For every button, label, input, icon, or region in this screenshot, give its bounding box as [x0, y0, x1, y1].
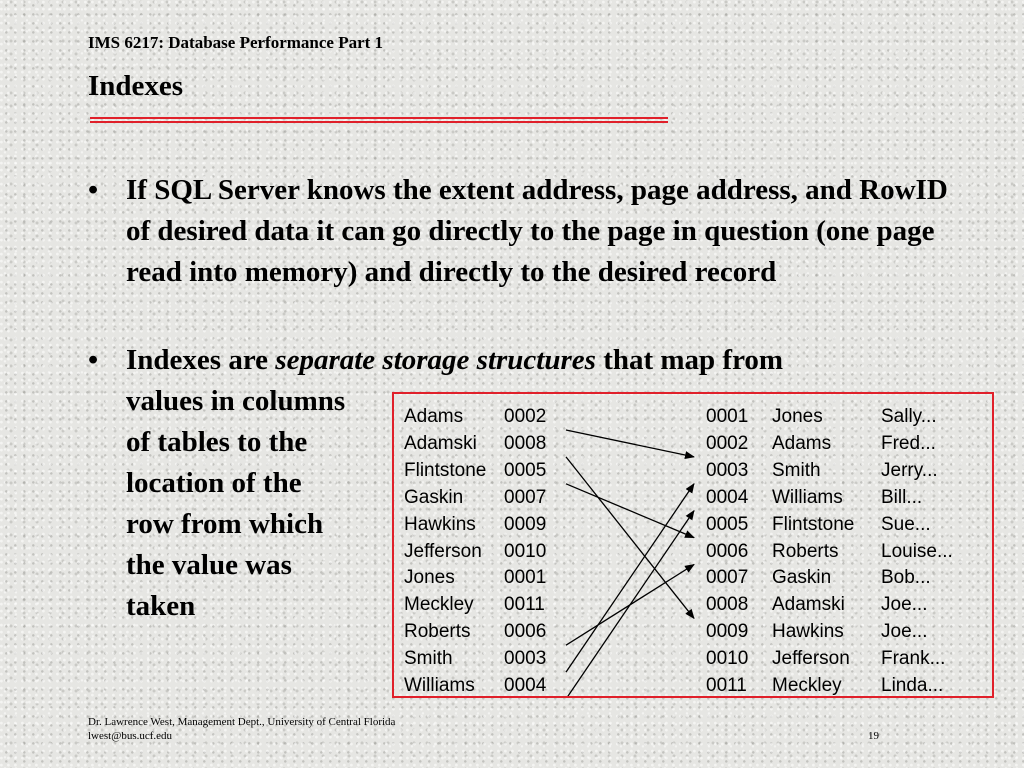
course-title: IMS 6217: Database Performance Part 1: [88, 33, 384, 52]
index-entry-rowid: 0009: [504, 513, 547, 535]
index-entry-name: Jones: [404, 567, 455, 589]
table-row-last-name: Adams: [772, 432, 832, 454]
index-entry-rowid: 0005: [504, 459, 547, 481]
table-row-rowid: 0011: [706, 675, 747, 696]
footer-author: Dr. Lawrence West, Management Dept., University of Central Florida: [88, 716, 396, 728]
table-row-last-name: Flintstone: [772, 513, 855, 535]
title-underline: [90, 117, 668, 123]
index-entry-rowid: 0007: [504, 486, 547, 508]
table-row-rowid: 0007: [706, 567, 749, 589]
index-entry-rowid: 0003: [504, 648, 547, 670]
table-row-rowid: 0010: [706, 648, 749, 670]
table-row-rowid: 0002: [706, 432, 749, 454]
bullet-2-line: the value was: [126, 549, 292, 581]
table-row-first-name: Bob...: [881, 567, 931, 589]
table-row-rowid: 0005: [706, 513, 749, 535]
index-entry-rowid: 0004: [504, 675, 547, 696]
bullet-2-line: row from which: [126, 508, 324, 540]
table-row-last-name: Hawkins: [772, 621, 844, 643]
index-entry-name: Williams: [404, 675, 475, 696]
pointer-arrow: [566, 484, 694, 672]
bullet-2-line: values in columns: [126, 385, 346, 417]
table-row-first-name: Louise...: [881, 540, 953, 562]
bullet-2-lead: Indexes are: [126, 344, 276, 376]
table-row-last-name: Roberts: [772, 540, 839, 562]
index-diagram: [392, 392, 994, 698]
bullet-2-line: of tables to the: [126, 426, 308, 458]
table-row-rowid: 0003: [706, 459, 749, 481]
index-entry-rowid: 0008: [504, 432, 547, 454]
table-row-rowid: 0006: [706, 540, 749, 562]
index-entry-name: Meckley: [404, 594, 474, 616]
index-entry-name: Adams: [404, 406, 464, 427]
index-entry-name: Smith: [404, 648, 453, 670]
pointer-arrow: [566, 484, 694, 538]
table-row-first-name: Sally...: [881, 406, 937, 427]
bullet-2-first-line: [126, 340, 783, 381]
table-row-last-name: Jefferson: [772, 648, 850, 670]
table-row-last-name: Meckley: [772, 675, 842, 696]
table-row-last-name: Williams: [772, 486, 843, 508]
table-row-last-name: Gaskin: [772, 567, 832, 589]
index-entry-rowid: 0006: [504, 621, 547, 643]
index-entry-rowid: 0002: [504, 406, 547, 427]
index-entry-name: Flintstone: [404, 459, 487, 481]
table-row-rowid: 0009: [706, 621, 749, 643]
table-row-last-name: Jones: [772, 406, 823, 427]
table-row-first-name: Linda...: [881, 675, 944, 696]
index-pointer-arrows: [394, 394, 992, 696]
table-row-first-name: Joe...: [881, 621, 928, 643]
table-row-last-name: Smith: [772, 459, 821, 481]
index-entry-name: Hawkins: [404, 513, 476, 535]
table-row-first-name: Frank...: [881, 648, 946, 670]
bullet-2-line: location of the: [126, 467, 302, 499]
table-row-rowid: 0004: [706, 486, 749, 508]
table-row-rowid: 0008: [706, 594, 749, 616]
table-row-last-name: Adamski: [772, 594, 845, 616]
table-row-first-name: Fred...: [881, 432, 936, 454]
bullet-1-text: If SQL Server knows the extent address, page address, and RowID of desired data it can go directly to the page in question (one page read into memory) and directly to the desired record: [126, 174, 948, 288]
index-entry-rowid: 0011: [504, 594, 545, 616]
index-entry-rowid: 0001: [504, 567, 547, 589]
pointer-arrow: [566, 457, 694, 618]
table-row-rowid: 0001: [706, 406, 749, 427]
table-row-first-name: Joe...: [881, 594, 928, 616]
footer-email: lwest@bus.ucf.edu: [88, 730, 173, 742]
table-row-first-name: Bill...: [881, 486, 923, 508]
bullet-2-tail: that map from: [595, 344, 784, 376]
table-row-first-name: Jerry...: [881, 459, 938, 481]
bullet-symbol: •: [88, 344, 99, 376]
slide-title: Indexes: [88, 70, 184, 102]
bullet-symbol: •: [88, 174, 99, 206]
bullet-2-line: taken: [126, 590, 196, 622]
index-entry-name: Jefferson: [404, 540, 482, 562]
page-number: 19: [868, 730, 879, 742]
pointer-arrow: [566, 430, 694, 457]
index-entry-rowid: 0010: [504, 540, 547, 562]
index-entry-name: Gaskin: [404, 486, 464, 508]
bullet-2-continuation: [126, 381, 345, 627]
index-entry-name: Adamski: [404, 432, 477, 454]
index-entry-name: Roberts: [404, 621, 471, 643]
table-row-first-name: Sue...: [881, 513, 931, 535]
bullet-2-emphasis: separate storage structures: [275, 344, 596, 376]
